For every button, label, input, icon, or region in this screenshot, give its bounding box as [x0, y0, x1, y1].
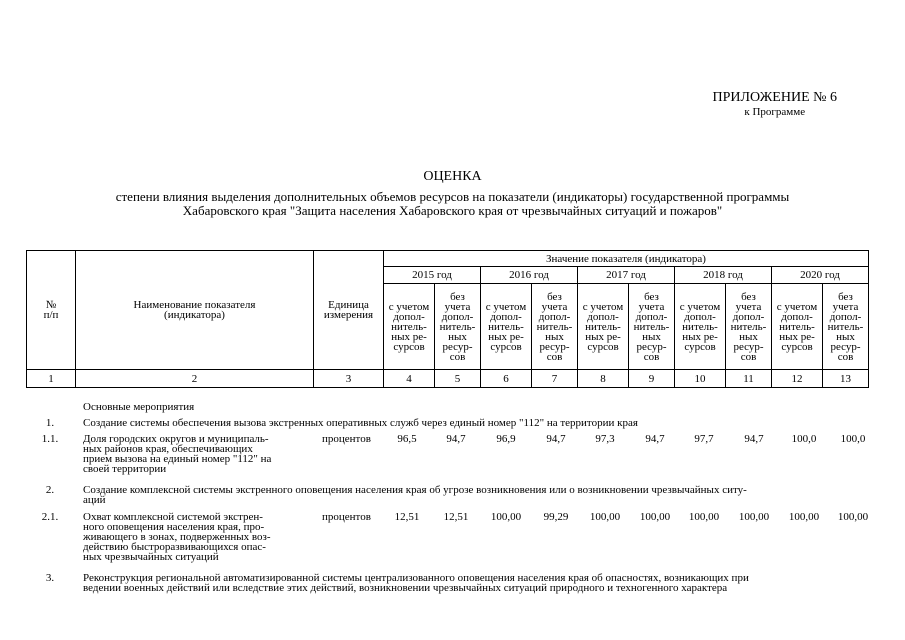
row-number: 2.1.: [41, 511, 59, 523]
indicator-value: 99,29: [543, 511, 569, 523]
indicator-unit: процентов: [322, 511, 371, 523]
indicator-name: Охват комплексной системой экстрен- ного оповещения населения края, про- живающего в зонах, подверженных воз- действию быстроразвивающихся опас- ных чрезвычайных ситуаций: [83, 511, 271, 563]
col-header-name: Наименование показателя (индикатора): [76, 251, 314, 370]
indicator-value: 100,00: [738, 511, 770, 523]
with-resources-header: с учетом допол- нитель- ных ре- сурсов: [675, 284, 726, 370]
col-number: 6: [481, 370, 532, 388]
document-heading: [0, 169, 905, 218]
col-header-num: № п/п: [27, 251, 76, 370]
without-resources-header: без учета допол- нитель- ных ресур- сов: [823, 284, 869, 370]
section-title: Основные мероприятия: [83, 401, 195, 413]
indicator-value: 100,00: [589, 511, 621, 523]
appendix-title: ПРИЛОЖЕНИЕ № 6: [712, 90, 837, 105]
row-number: 1.: [45, 417, 55, 429]
year-header: 2020 год: [772, 267, 869, 284]
col-number: 7: [532, 370, 578, 388]
row-title: Создание системы обеспечения вызова экстренных оперативных служб через единый номер "112" на территории края: [83, 417, 638, 429]
row-title: Создание комплексной системы экстренного оповещения населения края об угрозе возникновения или о возникновении чрезвычайных ситу- аций: [83, 484, 747, 506]
col-number: 1: [27, 370, 76, 388]
indicator-value: 100,00: [688, 511, 720, 523]
row-number: 2.: [45, 484, 55, 496]
indicator-value: 100,00: [490, 511, 522, 523]
without-resources-header: без учета допол- нитель- ных ресур- сов: [726, 284, 772, 370]
with-resources-header: с учетом допол- нитель- ных ре- сурсов: [772, 284, 823, 370]
with-resources-header: с учетом допол- нитель- ных ре- сурсов: [384, 284, 435, 370]
col-number: 2: [76, 370, 314, 388]
indicator-table-header: [26, 250, 869, 388]
col-number: 10: [675, 370, 726, 388]
indicator-value: 100,00: [639, 511, 671, 523]
col-number: 9: [629, 370, 675, 388]
year-header: 2017 год: [578, 267, 675, 284]
col-header-value: Значение показателя (индикатора): [384, 251, 869, 267]
indicator-value: 94,7: [546, 433, 566, 445]
col-number: 8: [578, 370, 629, 388]
indicator-value: 100,0: [840, 433, 866, 445]
heading-line-2: Хабаровского края "Защита населения Хабаровского края от чрезвычайных ситуаций и пожаров": [182, 203, 723, 218]
indicator-unit: процентов: [322, 433, 371, 445]
indicator-value: 100,00: [837, 511, 869, 523]
indicator-value: 94,7: [645, 433, 665, 445]
col-number: 11: [726, 370, 772, 388]
year-header: 2015 год: [384, 267, 481, 284]
with-resources-header: с учетом допол- нитель- ных ре- сурсов: [578, 284, 629, 370]
year-header: 2018 год: [675, 267, 772, 284]
indicator-value: 97,7: [694, 433, 714, 445]
indicator-value: 96,9: [496, 433, 516, 445]
year-header: 2016 год: [481, 267, 578, 284]
heading-title: ОЦЕНКА: [423, 169, 482, 184]
indicator-value: 94,7: [744, 433, 764, 445]
heading-line-1: степени влияния выделения дополнительных объемов ресурсов на показатели (индикаторы) государственной программы: [115, 189, 790, 204]
indicator-value: 97,3: [595, 433, 615, 445]
col-number: 13: [823, 370, 869, 388]
col-header-unit: Единица измерения: [314, 251, 384, 370]
indicator-name: Доля городских округов и муниципаль- ных районов края, обеспечивающих прием вызова на единый номер "112" на своей территории: [83, 433, 272, 475]
col-number: 4: [384, 370, 435, 388]
with-resources-header: с учетом допол- нитель- ных ре- сурсов: [481, 284, 532, 370]
indicator-value: 96,5: [397, 433, 417, 445]
col-number: 5: [435, 370, 481, 388]
row-number: 1.1.: [41, 433, 59, 445]
indicator-value: 94,7: [446, 433, 466, 445]
col-number: 12: [772, 370, 823, 388]
row-title: Реконструкция региональной автоматизированной системы централизованного оповещения населения края об опасностях, возникающих при ведении военных действий или вследствие этих действий, возникновении чрезвычайных ситуаций природного и техногенного характера: [83, 572, 749, 594]
without-resources-header: без учета допол- нитель- ных ресур- сов: [629, 284, 675, 370]
indicator-value: 100,00: [788, 511, 820, 523]
row-number: 3.: [45, 572, 55, 584]
appendix-subtitle: к Программе: [744, 106, 806, 118]
col-number: 3: [314, 370, 384, 388]
indicator-value: 12,51: [394, 511, 420, 523]
without-resources-header: без учета допол- нитель- ных ресур- сов: [435, 284, 481, 370]
indicator-value: 12,51: [443, 511, 469, 523]
appendix-block: [713, 90, 838, 119]
without-resources-header: без учета допол- нитель- ных ресур- сов: [532, 284, 578, 370]
indicator-value: 100,0: [791, 433, 817, 445]
